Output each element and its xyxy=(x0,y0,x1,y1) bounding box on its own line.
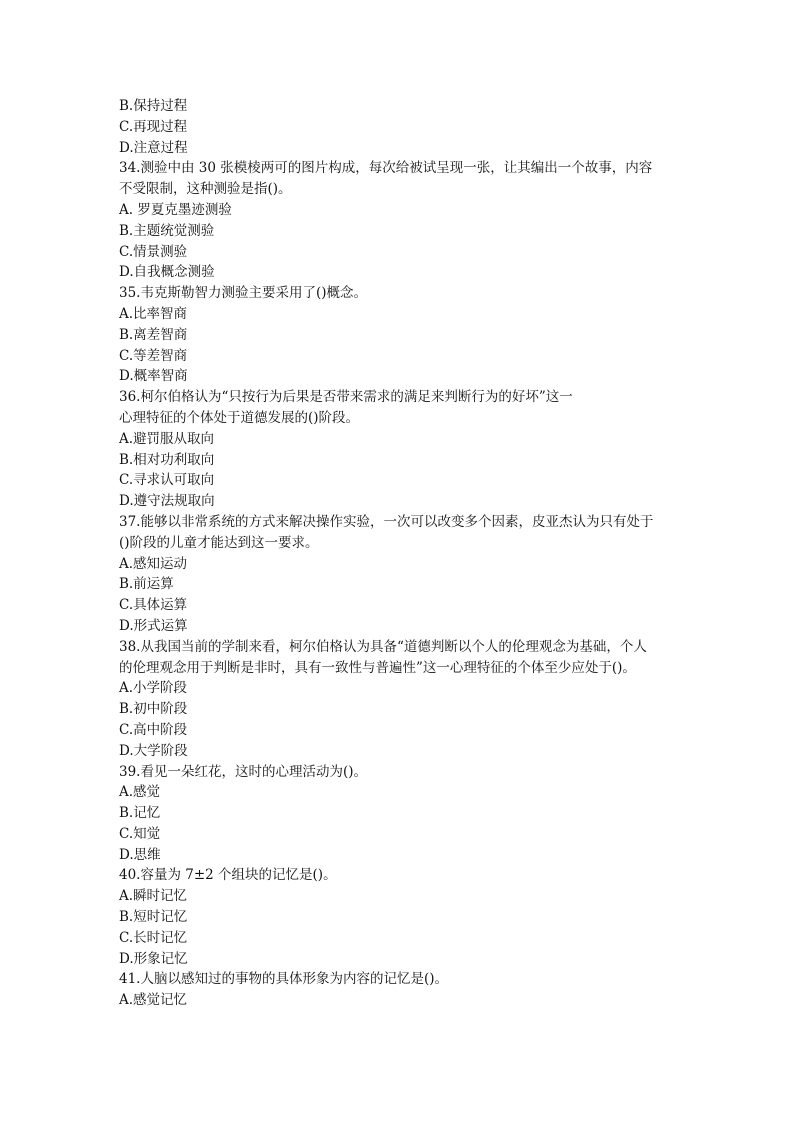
text-line: D.注意过程 xyxy=(119,139,188,156)
text-line: D.自我概念测验 xyxy=(119,264,215,281)
text-line: 35.韦克斯勒智力测验主要采用了()概念。 xyxy=(119,285,368,302)
text-line: C.知觉 xyxy=(119,825,161,842)
text-line: D.思维 xyxy=(119,846,161,863)
text-line: 不受限制，这种测验是指()。 xyxy=(119,181,292,198)
text-line: A.感知运动 xyxy=(119,555,188,572)
document-body xyxy=(119,96,679,1011)
text-line: 34.测验中由 30 张模棱两可的图片构成，每次给被试呈现一张，让其编出一个故事，内容 xyxy=(119,160,653,177)
text-line: A.比率智商 xyxy=(119,305,188,322)
text-line: B.主题统觉测验 xyxy=(119,222,215,239)
text-line: C.再现过程 xyxy=(119,118,188,135)
text-line: D.遵守法规取向 xyxy=(119,493,215,510)
text-line: C.长时记忆 xyxy=(119,929,188,946)
text-line: A.瞬时记忆 xyxy=(119,888,188,905)
text-line: A. 罗夏克墨迹测验 xyxy=(119,201,232,218)
text-line: 38.从我国当前的学制来看，柯尔伯格认为具备“道德判断以个人的伦理观念为基础，个人 xyxy=(119,638,647,655)
text-line: D.大学阶段 xyxy=(119,742,188,759)
text-line: C.寻求认可取向 xyxy=(119,472,215,489)
text-line: ()阶段的儿童才能达到这一要求。 xyxy=(119,534,319,551)
text-line: C.具体运算 xyxy=(119,597,188,614)
text-line: 36.柯尔伯格认为“只按行为后果是否带来需求的满足来判断行为的好坏”这一 xyxy=(119,389,573,406)
text-line: B.短时记忆 xyxy=(119,909,188,926)
text-line: B.保持过程 xyxy=(119,98,188,114)
text-line: C.等差智商 xyxy=(119,347,188,364)
text-line: 40.容量为 7±2 个组块的记忆是()。 xyxy=(119,867,337,884)
text-line: 41.人脑以感知过的事物的具体形象为内容的记忆是()。 xyxy=(119,971,449,988)
text-line: 37.能够以非常系统的方式来解决操作实验，一次可以改变多个因素，皮亚杰认为只有处于 xyxy=(119,513,654,530)
text-line: C.情景测验 xyxy=(119,243,188,260)
text-line: D.形式运算 xyxy=(119,617,188,634)
text-line: B.离差智商 xyxy=(119,326,188,343)
text-line: A.避罚服从取向 xyxy=(119,430,215,447)
text-line: B.前运算 xyxy=(119,576,174,593)
text-line: A.小学阶段 xyxy=(119,680,188,697)
text-line: D.概率智商 xyxy=(119,368,188,385)
text-line: A.感觉 xyxy=(119,784,161,801)
text-line: A.感觉记忆 xyxy=(119,992,188,1009)
text-line: C.高中阶段 xyxy=(119,721,188,738)
text-line: 39.看见一朵红花，这时的心理活动为()。 xyxy=(119,763,368,780)
text-line: B.记忆 xyxy=(119,805,161,822)
text-line: 的伦理观念用于判断是非时，具有一致性与普遍性”这一心理特征的个体至少应处于()。 xyxy=(119,659,636,676)
text-line: 心理特征的个体处于道德发展的()阶段。 xyxy=(119,409,360,426)
text-line: D.形象记忆 xyxy=(119,950,188,967)
text-line: B.初中阶段 xyxy=(119,701,188,718)
text-line: B.相对功利取向 xyxy=(119,451,215,468)
